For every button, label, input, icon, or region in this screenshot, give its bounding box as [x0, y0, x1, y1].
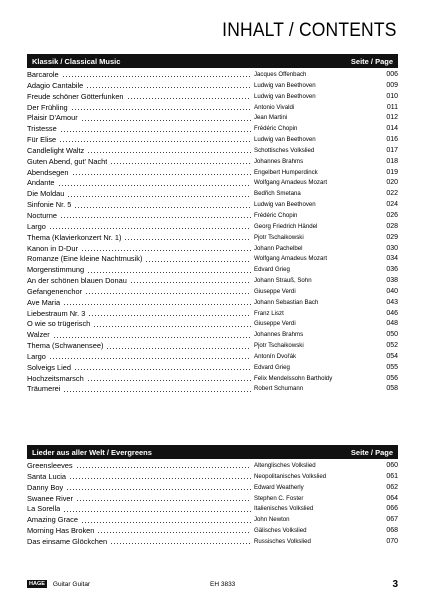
toc-entry: [27, 504, 398, 515]
entry-page: 060: [386, 462, 398, 469]
toc-entry: [27, 265, 398, 276]
entry-title: Sinfonie Nr. 5: [27, 200, 72, 210]
entry-title: Andante: [27, 178, 55, 188]
toc-entry: [27, 135, 398, 146]
entry-title: Guten Abend, gut' Nacht: [27, 156, 108, 166]
section-header: [27, 54, 398, 68]
entry-page: 043: [386, 298, 398, 306]
entry-composer: Ludwig van Beethoven: [254, 136, 316, 144]
entry-title: Freude schöner Götterfunken: [27, 91, 124, 101]
toc-entry: [27, 298, 398, 309]
entry-composer: Frédéric Chopin: [254, 125, 298, 133]
dot-leader: [110, 542, 251, 546]
entry-page: 048: [386, 320, 398, 328]
entry-composer: Johannes Brahms: [254, 157, 304, 165]
entry-composer: Stephen C. Foster: [254, 494, 304, 502]
dot-leader: [66, 488, 251, 492]
entry-title: Danny Boy: [27, 482, 64, 492]
entry-title: Die Moldau: [27, 189, 65, 199]
dot-leader: [87, 379, 251, 383]
entry-composer: Frédéric Chopin: [254, 211, 298, 219]
entry-composer: Gälisches Volkslied: [254, 527, 307, 535]
entry-composer: Jean Martini: [254, 114, 288, 122]
section-classical: [27, 54, 398, 395]
entry-page: 050: [386, 331, 398, 339]
entry-composer: Georg Friedrich Händel: [254, 222, 318, 230]
toc-entry: [27, 472, 398, 483]
entry-title: Thema (Schwanensee): [27, 341, 104, 351]
entry-composer: Johann Pachelbel: [254, 244, 303, 252]
entry-page: 030: [386, 244, 398, 252]
toc-entry: [27, 483, 398, 494]
entry-title: Largo: [27, 351, 46, 361]
dot-leader: [85, 292, 251, 296]
entry-page: 058: [386, 385, 398, 393]
entry-composer: Pjotr Tschaikowski: [254, 342, 304, 350]
dot-leader: [93, 324, 251, 328]
entry-page: 024: [386, 201, 398, 209]
dot-leader: [127, 97, 251, 101]
section-page-label: Seite / Page: [350, 56, 393, 66]
dot-leader: [62, 75, 251, 79]
dot-leader: [110, 162, 251, 166]
entry-composer: Ludwig van Beethoven: [254, 201, 316, 209]
entry-title: Largo: [27, 221, 46, 231]
entry-page: 068: [386, 527, 398, 535]
toc-entry: [27, 515, 398, 526]
dot-leader: [58, 183, 251, 187]
entry-composer: Robert Schumann: [254, 385, 304, 393]
section-page-label: Seite / Page: [350, 447, 393, 457]
section-header: [27, 445, 398, 459]
entry-title: Abendsegen: [27, 167, 69, 177]
entry-composer: Johann Sebastian Bach: [254, 298, 319, 306]
dot-leader: [63, 509, 251, 513]
entry-list: [27, 461, 398, 548]
entry-composer: Antonín Dvořák: [254, 352, 297, 360]
entry-composer: Bedřich Smetana: [254, 190, 301, 198]
entry-composer: Neopolitanisches Volkslied: [254, 472, 327, 480]
toc-entry: [27, 81, 398, 92]
toc-entry: [27, 537, 398, 548]
toc-entry: [27, 222, 398, 233]
entry-composer: Schottisches Volkslied: [254, 146, 315, 154]
entry-title: Adagio Cantabile: [27, 80, 84, 90]
entry-composer: Giuseppe Verdi: [254, 320, 296, 328]
toc-entry: [27, 124, 398, 135]
dot-leader: [87, 151, 251, 155]
entry-title: Das einsame Glöckchen: [27, 536, 108, 546]
toc-entry: [27, 309, 398, 320]
dot-leader: [72, 173, 251, 177]
dot-leader: [124, 238, 251, 242]
entry-title: Gefangenenchor: [27, 286, 83, 296]
entry-title: Candlelight Waltz: [27, 145, 85, 155]
entry-page: 054: [386, 352, 398, 360]
entry-page: 061: [386, 472, 398, 480]
page-footer: [27, 578, 398, 590]
entry-composer: Antonio Vivaldi: [254, 103, 295, 111]
entry-page: 018: [386, 157, 398, 165]
toc-entry: [27, 276, 398, 287]
toc-entry: [27, 70, 398, 81]
dot-leader: [88, 313, 251, 317]
entry-page: 020: [386, 179, 398, 187]
dot-leader: [76, 498, 251, 502]
entry-page: 019: [386, 168, 398, 176]
dot-leader: [97, 531, 251, 535]
entry-composer: Johannes Brahms: [254, 331, 304, 339]
entry-page: 034: [386, 255, 398, 263]
toc-entry: [27, 254, 398, 265]
toc-entry: [27, 526, 398, 537]
entry-page: 070: [386, 537, 398, 545]
entry-composer: Ludwig van Beethoven: [254, 92, 316, 100]
dot-leader: [74, 205, 251, 209]
entry-title: Thema (Klavierkonzert Nr. 1): [27, 232, 122, 242]
entry-page: 009: [386, 81, 398, 89]
entry-composer: Wolfgang Amadeus Mozart: [254, 255, 328, 263]
entry-title: Morning Has Broken: [27, 526, 95, 536]
entry-page: 064: [386, 494, 398, 502]
entry-page: 016: [386, 136, 398, 144]
entry-title: Romanze (Eine kleine Nachtmusik): [27, 254, 143, 264]
entry-page: 066: [386, 505, 398, 513]
entry-page: 062: [386, 483, 398, 491]
dot-leader: [81, 248, 251, 252]
dot-leader: [76, 466, 251, 470]
entry-title: Tristesse: [27, 124, 57, 134]
toc-entry: [27, 319, 398, 330]
entry-composer: Engelbert Humperdinck: [254, 168, 318, 176]
entry-title: Träumerei: [27, 384, 61, 394]
dot-leader: [63, 389, 251, 393]
entry-composer: Edvard Grieg: [254, 266, 290, 274]
entry-composer: Jacques Offenbach: [254, 71, 307, 78]
entry-page: 006: [386, 71, 398, 78]
toc-entry: [27, 494, 398, 505]
entry-composer: Franz Liszt: [254, 309, 284, 317]
dot-leader: [63, 303, 251, 307]
entry-composer: Italienisches Volkslied: [254, 505, 314, 513]
entry-page: 038: [386, 277, 398, 285]
entry-title: La Sorella: [27, 504, 61, 514]
toc-entry: [27, 157, 398, 168]
page-number: 3: [392, 578, 398, 590]
entry-composer: Pjotr Tschaikowski: [254, 233, 304, 241]
toc-entry: [27, 341, 398, 352]
dot-leader: [49, 357, 251, 361]
dot-leader: [74, 368, 251, 372]
entry-composer: Giuseppe Verdi: [254, 287, 296, 295]
toc-entry: [27, 461, 398, 472]
toc-entry: [27, 374, 398, 385]
toc-entry: [27, 103, 398, 114]
entry-title: Kanon in D-Dur: [27, 243, 78, 253]
edition-code: EH 3833: [210, 580, 236, 588]
entry-page: 011: [386, 103, 398, 111]
section-heading: Lieder aus aller Welt / Evergreens: [32, 447, 152, 457]
entry-page: 026: [386, 211, 398, 219]
toc-entry: [27, 352, 398, 363]
entry-page: 029: [386, 233, 398, 241]
entry-page: 012: [386, 114, 398, 122]
entry-composer: John Newton: [254, 516, 290, 524]
toc-entry: [27, 146, 398, 157]
dot-leader: [81, 520, 251, 524]
dot-leader: [145, 259, 251, 263]
entry-list: [27, 70, 398, 395]
entry-page: 036: [386, 266, 398, 274]
toc-entry: [27, 330, 398, 341]
entry-page: 046: [386, 309, 398, 317]
section-evergreens: [27, 445, 398, 548]
series-name: Guitar Guitar: [52, 580, 91, 588]
toc-entry: [27, 287, 398, 298]
entry-page: 028: [386, 222, 398, 230]
entry-composer: Wolfgang Amadeus Mozart: [254, 179, 328, 187]
toc-entry: [27, 189, 398, 200]
entry-page: 040: [386, 287, 398, 295]
dot-leader: [69, 477, 251, 481]
entry-page: 017: [386, 146, 398, 154]
entry-composer: Ludwig van Beethoven: [254, 81, 316, 89]
dot-leader: [53, 335, 251, 339]
toc-entry: [27, 168, 398, 179]
entry-page: 056: [386, 374, 398, 382]
entry-title: Solveigs Lied: [27, 362, 71, 372]
entry-composer: Altenglisches Volkslied: [254, 462, 316, 469]
entry-title: O wie so trügerisch: [27, 319, 91, 329]
entry-title: An der schönen blauen Donau: [27, 276, 127, 286]
entry-page: 010: [386, 92, 398, 100]
entry-title: Nocturne: [27, 210, 57, 220]
dot-leader: [49, 227, 251, 231]
dot-leader: [60, 216, 251, 220]
dot-leader: [106, 346, 251, 350]
page-title: INHALT / CONTENTS: [222, 20, 397, 41]
entry-title: Hochzeitsmarsch: [27, 373, 84, 383]
entry-composer: Russisches Volkslied: [254, 537, 311, 545]
entry-title: Der Frühling: [27, 102, 68, 112]
dot-leader: [59, 140, 251, 144]
toc-entry: [27, 211, 398, 222]
entry-composer: Edward Weatherly: [254, 483, 304, 491]
toc-entry: [27, 384, 398, 395]
entry-page: 052: [386, 342, 398, 350]
dot-leader: [60, 129, 251, 133]
entry-title: Plaisir D'Amour: [27, 113, 78, 123]
entry-title: Morgenstimmung: [27, 265, 85, 275]
publisher-logo: HAGE: [29, 581, 45, 587]
section-heading: Klassik / Classical Music: [32, 56, 121, 66]
entry-title: Amazing Grace: [27, 515, 78, 525]
entry-composer: Felix Mendelssohn Bartholdy: [254, 374, 333, 382]
dot-leader: [81, 118, 251, 122]
dot-leader: [67, 194, 251, 198]
entry-page: 022: [386, 190, 398, 198]
entry-title: Für Elise: [27, 135, 57, 145]
dot-leader: [87, 270, 251, 274]
entry-page: 014: [386, 125, 398, 133]
entry-title: Walzer: [27, 330, 50, 340]
entry-composer: Johann Strauß, Sohn: [254, 277, 312, 285]
entry-page: 067: [386, 516, 398, 524]
entry-title: Greensleeves: [27, 461, 73, 470]
toc-entry: [27, 363, 398, 374]
dot-leader: [86, 86, 251, 90]
dot-leader: [71, 107, 251, 111]
toc-entry: [27, 178, 398, 189]
dot-leader: [130, 281, 251, 285]
entry-page: 055: [386, 363, 398, 371]
entry-composer: Edvard Grieg: [254, 363, 290, 371]
entry-title: Barcarole: [27, 70, 59, 79]
toc-entry: [27, 200, 398, 211]
toc-entry: [27, 92, 398, 103]
entry-title: Santa Lucia: [27, 471, 67, 481]
entry-title: Liebestraum Nr. 3: [27, 308, 86, 318]
toc-entry: [27, 113, 398, 124]
toc-entry: [27, 233, 398, 244]
toc-entry: [27, 244, 398, 255]
entry-title: Swanee River: [27, 493, 74, 503]
entry-title: Ave Maria: [27, 297, 61, 307]
